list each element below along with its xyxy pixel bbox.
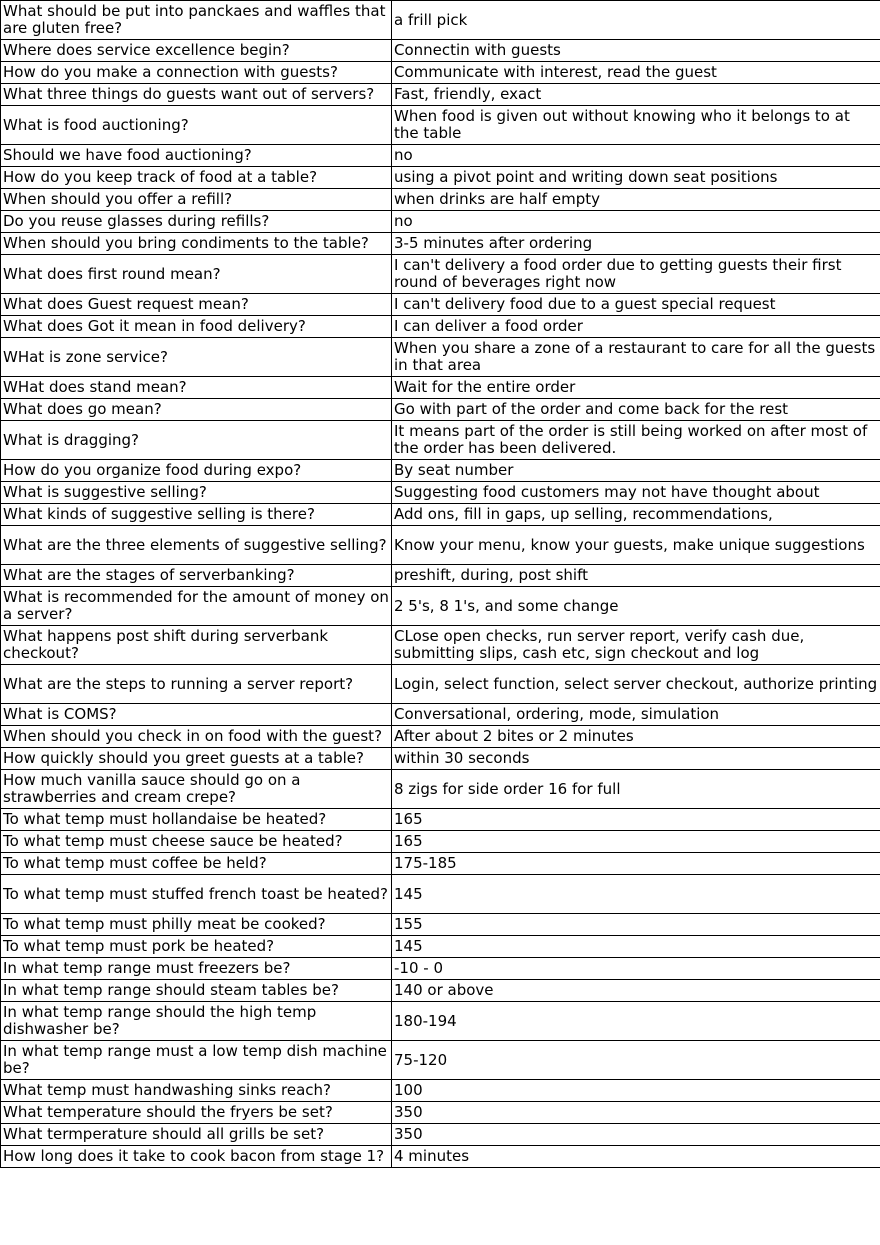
answer-cell: By seat number bbox=[392, 460, 880, 482]
answer-cell: Add ons, fill in gaps, up selling, recommendations, bbox=[392, 504, 880, 526]
answer-cell: 165 bbox=[392, 831, 880, 853]
table-row bbox=[1, 40, 880, 62]
table-row bbox=[1, 770, 880, 809]
answer-cell: Login, select function, select server checkout, authorize printing bbox=[392, 665, 880, 704]
answer-cell: 350 bbox=[392, 1102, 880, 1124]
question-cell: Should we have food auctioning? bbox=[1, 145, 392, 167]
question-cell: To what temp must cheese sauce be heated? bbox=[1, 831, 392, 853]
table-row bbox=[1, 626, 880, 665]
question-cell: What does first round mean? bbox=[1, 255, 392, 294]
table-row bbox=[1, 1041, 880, 1080]
question-cell: WHat is zone service? bbox=[1, 338, 392, 377]
answer-cell: Conversational, ordering, mode, simulation bbox=[392, 704, 880, 726]
answer-cell: Connectin with guests bbox=[392, 40, 880, 62]
answer-cell: CLose open checks, run server report, verify cash due, submitting slips, cash etc, sign checkout and log bbox=[392, 626, 880, 665]
table-row bbox=[1, 831, 880, 853]
question-cell: What is suggestive selling? bbox=[1, 482, 392, 504]
table-row bbox=[1, 853, 880, 875]
answer-cell: 155 bbox=[392, 914, 880, 936]
table-row bbox=[1, 421, 880, 460]
question-cell: What are the stages of serverbanking? bbox=[1, 565, 392, 587]
table-row bbox=[1, 980, 880, 1002]
table-row bbox=[1, 316, 880, 338]
answer-cell: I can't delivery a food order due to getting guests their first round of beverages right now bbox=[392, 255, 880, 294]
table-row bbox=[1, 167, 880, 189]
answer-cell: when drinks are half empty bbox=[392, 189, 880, 211]
answer-cell: 180-194 bbox=[392, 1002, 880, 1041]
table-row bbox=[1, 294, 880, 316]
question-cell: What is food auctioning? bbox=[1, 106, 392, 145]
question-cell: In what temp range should steam tables be? bbox=[1, 980, 392, 1002]
answer-cell: -10 - 0 bbox=[392, 958, 880, 980]
table-row bbox=[1, 1102, 880, 1124]
question-cell: WHat does stand mean? bbox=[1, 377, 392, 399]
table-row bbox=[1, 526, 880, 565]
table-row bbox=[1, 936, 880, 958]
table-row bbox=[1, 504, 880, 526]
answer-cell: a frill pick bbox=[392, 1, 880, 40]
question-cell: Do you reuse glasses during refills? bbox=[1, 211, 392, 233]
answer-cell: 350 bbox=[392, 1124, 880, 1146]
answer-cell: within 30 seconds bbox=[392, 748, 880, 770]
answer-cell: 75-120 bbox=[392, 1041, 880, 1080]
question-cell: What happens post shift during serverbank checkout? bbox=[1, 626, 392, 665]
table-row bbox=[1, 958, 880, 980]
question-cell: How much vanilla sauce should go on a strawberries and cream crepe? bbox=[1, 770, 392, 809]
table-row bbox=[1, 189, 880, 211]
table-row bbox=[1, 565, 880, 587]
answer-cell: 100 bbox=[392, 1080, 880, 1102]
table-row bbox=[1, 399, 880, 421]
question-cell: What temperature should the fryers be set? bbox=[1, 1102, 392, 1124]
question-cell: What temp must handwashing sinks reach? bbox=[1, 1080, 392, 1102]
question-cell: In what temp range must freezers be? bbox=[1, 958, 392, 980]
question-cell: What does Guest request mean? bbox=[1, 294, 392, 316]
answer-cell: 165 bbox=[392, 809, 880, 831]
answer-cell: 2 5's, 8 1's, and some change bbox=[392, 587, 880, 626]
table-row bbox=[1, 211, 880, 233]
question-cell: How long does it take to cook bacon from stage 1? bbox=[1, 1146, 392, 1168]
question-cell: How do you organize food during expo? bbox=[1, 460, 392, 482]
table-row bbox=[1, 748, 880, 770]
table-row bbox=[1, 665, 880, 704]
question-cell: When should you offer a refill? bbox=[1, 189, 392, 211]
table-row bbox=[1, 1, 880, 40]
answer-cell: 140 or above bbox=[392, 980, 880, 1002]
question-cell: What three things do guests want out of servers? bbox=[1, 84, 392, 106]
question-cell: How do you make a connection with guests? bbox=[1, 62, 392, 84]
table-row bbox=[1, 145, 880, 167]
answer-cell: 145 bbox=[392, 936, 880, 958]
table-row bbox=[1, 482, 880, 504]
answer-cell: Communicate with interest, read the guest bbox=[392, 62, 880, 84]
table-row bbox=[1, 587, 880, 626]
question-cell: In what temp range must a low temp dish machine be? bbox=[1, 1041, 392, 1080]
table-row bbox=[1, 1146, 880, 1168]
table-row bbox=[1, 233, 880, 255]
table-row bbox=[1, 106, 880, 145]
table-row bbox=[1, 255, 880, 294]
answer-cell: When food is given out without knowing who it belongs to at the table bbox=[392, 106, 880, 145]
answer-cell: preshift, during, post shift bbox=[392, 565, 880, 587]
answer-cell: using a pivot point and writing down seat positions bbox=[392, 167, 880, 189]
answer-cell: Go with part of the order and come back for the rest bbox=[392, 399, 880, 421]
table-row bbox=[1, 1124, 880, 1146]
question-cell: To what temp must stuffed french toast be heated? bbox=[1, 875, 392, 914]
question-cell: What is COMS? bbox=[1, 704, 392, 726]
table-row bbox=[1, 1080, 880, 1102]
table-row bbox=[1, 1002, 880, 1041]
question-cell: What should be put into panckaes and waffles that are gluten free? bbox=[1, 1, 392, 40]
question-cell: What does go mean? bbox=[1, 399, 392, 421]
answer-cell: When you share a zone of a restaurant to care for all the guests in that area bbox=[392, 338, 880, 377]
answer-cell: I can deliver a food order bbox=[392, 316, 880, 338]
question-cell: What are the steps to running a server report? bbox=[1, 665, 392, 704]
table-row bbox=[1, 377, 880, 399]
question-cell: What are the three elements of suggestive selling? bbox=[1, 526, 392, 565]
answer-cell: I can't delivery food due to a guest special request bbox=[392, 294, 880, 316]
answer-cell: 145 bbox=[392, 875, 880, 914]
answer-cell: no bbox=[392, 211, 880, 233]
answer-cell: 8 zigs for side order 16 for full bbox=[392, 770, 880, 809]
answer-cell: It means part of the order is still being worked on after most of the order has been delivered. bbox=[392, 421, 880, 460]
question-cell: To what temp must hollandaise be heated? bbox=[1, 809, 392, 831]
answer-cell: Know your menu, know your guests, make unique suggestions bbox=[392, 526, 880, 565]
question-cell: What termperature should all grills be set? bbox=[1, 1124, 392, 1146]
answer-cell: Wait for the entire order bbox=[392, 377, 880, 399]
question-cell: How do you keep track of food at a table? bbox=[1, 167, 392, 189]
table-row bbox=[1, 875, 880, 914]
table-row bbox=[1, 62, 880, 84]
question-cell: What is recommended for the amount of money on a server? bbox=[1, 587, 392, 626]
question-cell: When should you check in on food with the guest? bbox=[1, 726, 392, 748]
answer-cell: Fast, friendly, exact bbox=[392, 84, 880, 106]
table-row bbox=[1, 809, 880, 831]
question-cell: Where does service excellence begin? bbox=[1, 40, 392, 62]
question-cell: To what temp must pork be heated? bbox=[1, 936, 392, 958]
table-row bbox=[1, 914, 880, 936]
question-cell: To what temp must philly meat be cooked? bbox=[1, 914, 392, 936]
question-cell: How quickly should you greet guests at a table? bbox=[1, 748, 392, 770]
table-row bbox=[1, 338, 880, 377]
question-cell: When should you bring condiments to the table? bbox=[1, 233, 392, 255]
question-cell: What is dragging? bbox=[1, 421, 392, 460]
answer-cell: 175-185 bbox=[392, 853, 880, 875]
table-row bbox=[1, 460, 880, 482]
question-cell: What kinds of suggestive selling is there? bbox=[1, 504, 392, 526]
table-row bbox=[1, 84, 880, 106]
question-cell: To what temp must coffee be held? bbox=[1, 853, 392, 875]
table-row bbox=[1, 704, 880, 726]
question-cell: In what temp range should the high temp dishwasher be? bbox=[1, 1002, 392, 1041]
answer-cell: 3-5 minutes after ordering bbox=[392, 233, 880, 255]
answer-cell: After about 2 bites or 2 minutes bbox=[392, 726, 880, 748]
table-row bbox=[1, 726, 880, 748]
answer-cell: 4 minutes bbox=[392, 1146, 880, 1168]
answer-cell: no bbox=[392, 145, 880, 167]
answer-cell: Suggesting food customers may not have thought about bbox=[392, 482, 880, 504]
question-cell: What does Got it mean in food delivery? bbox=[1, 316, 392, 338]
